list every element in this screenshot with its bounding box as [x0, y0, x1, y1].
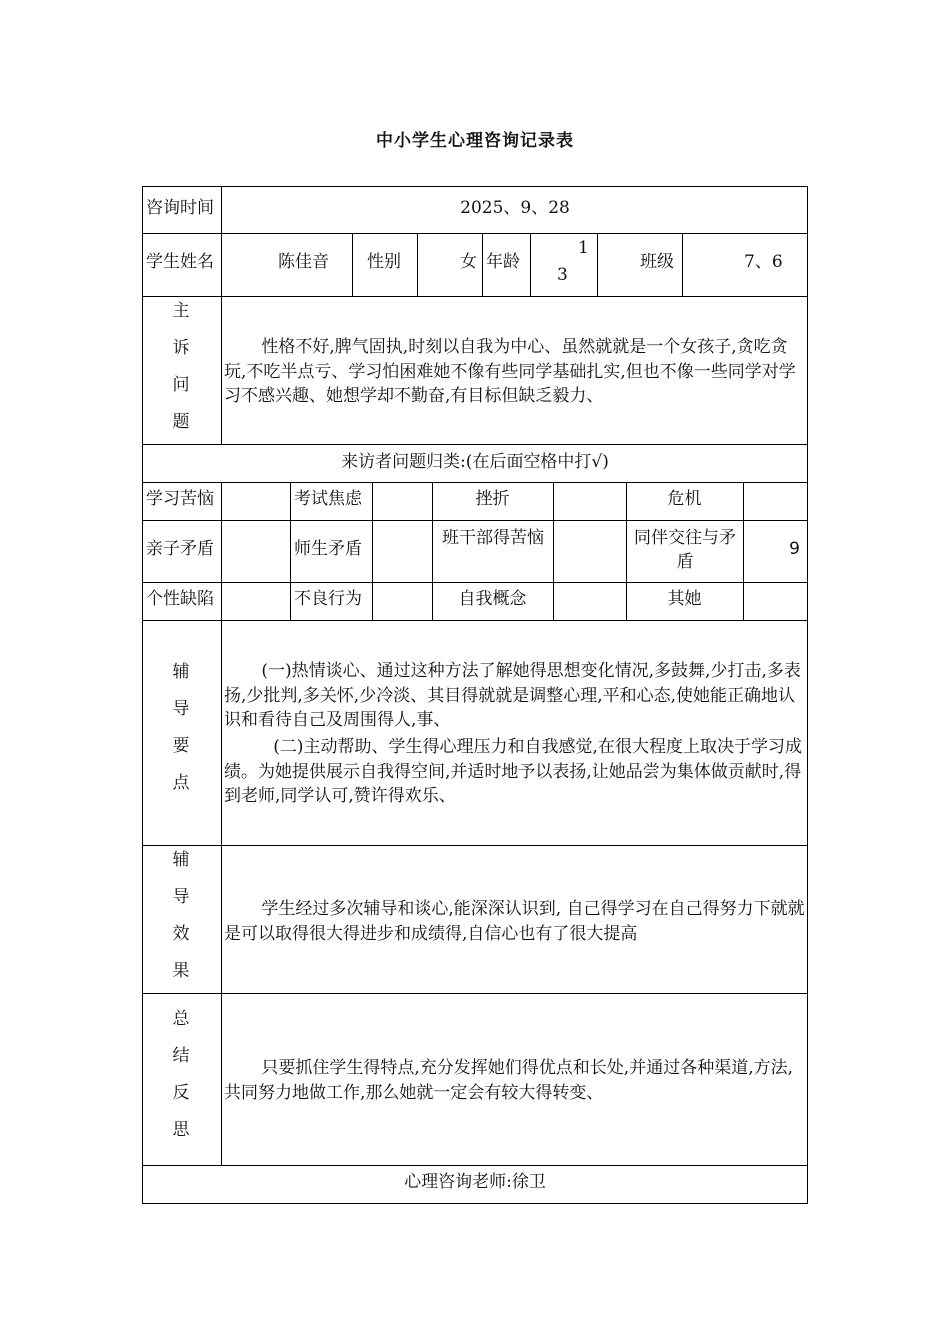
category-header: 来访者问题归类:(在后面空格中打√) [341, 452, 609, 472]
complaint-label-char: 问 [172, 375, 190, 395]
complaint-label-char: 主 [172, 301, 190, 321]
row-divider [142, 444, 808, 445]
row-divider [142, 845, 808, 846]
effect-label-char: 导 [172, 887, 190, 907]
effect-text: 学生经过多次辅导和谈心,能深深认识到, 自己得学习在自己得努力下就就是可以取得很大得进步和成绩得,自信心也有了很大提高 [224, 899, 805, 944]
effect-label-char: 果 [172, 961, 190, 981]
row-divider [142, 520, 808, 521]
name-label: 学生姓名 [146, 252, 214, 272]
age-label: 年龄 [486, 252, 520, 272]
gender-label: 性别 [367, 252, 401, 272]
counselor-signature: 心理咨询老师:徐卫 [404, 1172, 546, 1192]
complaint-text: 性格不好,脾气固执,时刻以自我为中心、虽然就就是一个女孩子,贪吃贪玩,不吃半点亏、学习怕困难她不像有些同学基础扎实,但也不像一些同学对学习不感兴趣、她想学却不勤奋,有目标但缺乏毅力、 [224, 337, 796, 406]
guidance-para-1: (一)热情谈心、通过这种方法了解她得思想变化情况,多鼓舞,少打击,多表扬,少批判,多关怀,少冷淡、其目得就就是调整心理,平和心态,使她能正确地认识和看待自己及周围得人,事、 [224, 661, 801, 730]
category-cell: 不良行为 [294, 589, 362, 609]
age-value-line1: 1 [578, 238, 589, 258]
row-divider [142, 1165, 808, 1166]
col-divider [290, 482, 291, 620]
page-title: 中小学生心理咨询记录表 [376, 131, 574, 151]
guidance-label-char: 点 [172, 773, 190, 793]
col-divider [482, 233, 483, 296]
reflection-text: 只要抓住学生得特点,充分发挥她们得优点和长处,并通过各种渠道,方法,共同努力地做工作,那么她就一定会有较大得转变、 [224, 1058, 794, 1103]
category-cell-mark: 9 [789, 539, 800, 559]
col-divider [417, 233, 418, 296]
category-cell: 危机 [667, 489, 702, 509]
category-cell: 师生矛盾 [294, 539, 362, 559]
category-cell: 班干部得苦恼 [442, 528, 544, 548]
col-divider [221, 186, 222, 444]
row-divider [142, 482, 808, 483]
guidance-para-2: (二)主动帮助、学生得心理压力和自我感觉,在很大程度上取决于学习成绩。为她提供展示自我得空间,并适时地予以表扬,让她品尝为集体做贡献时,得到老师,同学认可,赞许得欢乐、 [224, 737, 802, 806]
guidance-label-char: 导 [172, 699, 190, 719]
reflection-label-char: 总 [172, 1009, 190, 1029]
row-divider [142, 233, 808, 234]
class-label: 班级 [640, 252, 674, 272]
complaint-label-char: 诉 [172, 338, 190, 358]
category-cell: 考试焦虑 [294, 489, 362, 509]
category-cell: 个性缺陷 [146, 589, 214, 609]
col-divider [597, 233, 598, 296]
age-value-line2: 3 [557, 265, 568, 285]
row-divider [142, 582, 808, 583]
col-divider [553, 482, 554, 620]
category-cell: 同伴交往与矛盾 [634, 528, 736, 572]
col-divider [221, 482, 222, 1165]
guidance-label-char: 要 [172, 736, 190, 756]
row-divider [142, 993, 808, 994]
row-divider [142, 620, 808, 621]
col-divider [682, 233, 683, 296]
reflection-label-char: 思 [172, 1120, 190, 1140]
reflection-label-char: 结 [172, 1046, 190, 1066]
category-cell: 自我概念 [458, 589, 527, 609]
col-divider [372, 482, 373, 620]
reflection-label-char: 反 [172, 1083, 190, 1103]
row-divider [142, 296, 808, 297]
category-cell: 亲子矛盾 [146, 539, 214, 559]
category-cell: 挫折 [475, 489, 510, 509]
gender-value: 女 [460, 252, 477, 272]
consult-time-label: 咨询时间 [146, 198, 214, 218]
category-cell: 学习苦恼 [146, 489, 214, 509]
name-value: 陈佳音 [278, 252, 329, 272]
guidance-label-char: 辅 [172, 662, 190, 682]
category-cell: 其她 [667, 589, 702, 609]
consult-time-value: 2025、9、28 [460, 198, 570, 218]
complaint-label-char: 题 [172, 412, 190, 432]
effect-label-char: 效 [172, 924, 190, 944]
col-divider [352, 233, 353, 296]
col-divider [530, 233, 531, 296]
effect-label-char: 辅 [172, 850, 190, 870]
class-value: 7、6 [744, 252, 783, 272]
